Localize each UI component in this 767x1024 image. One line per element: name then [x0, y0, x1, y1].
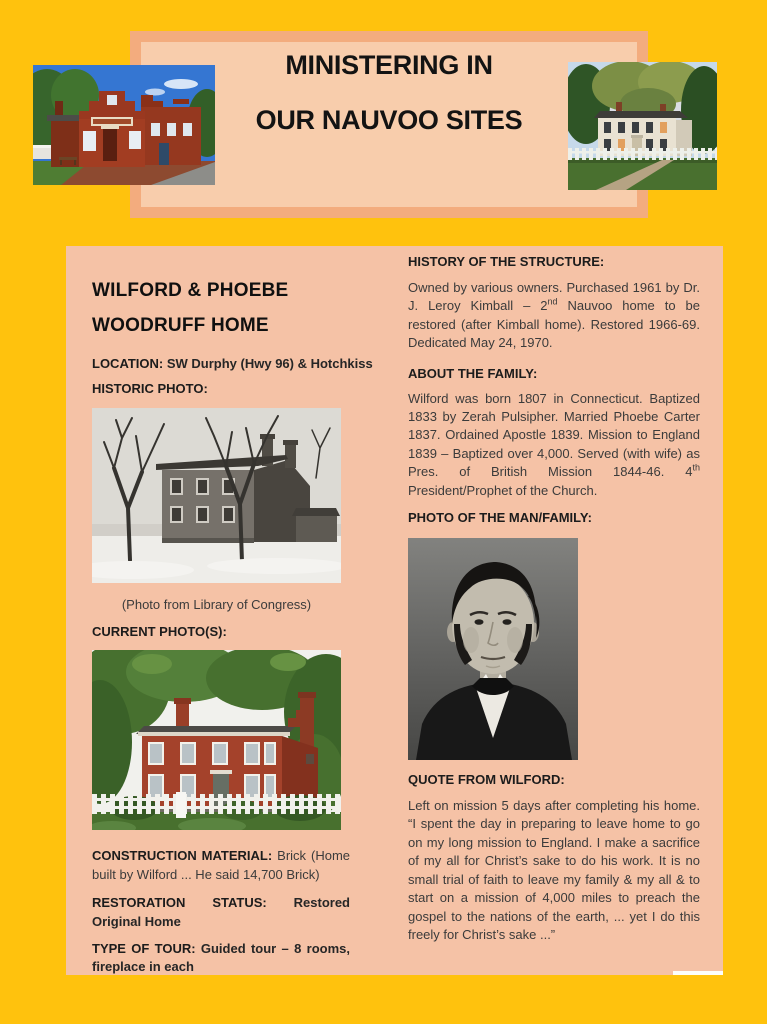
portrait-illustration	[408, 538, 578, 760]
quote-paragraph: Left on mission 5 days after completing his home. “I spent the day in preparing to leave home to go on my long mission to England. I make a sacrifice of my all for Christ’s sake to do his work. It is no small trial of faith to leave my family & my all & to start on a mission of 4,000 miles to preach the gospel to the nations of the earth, ... yet I do this freely for Christ’s sake ...”	[408, 798, 700, 942]
history-heading: HISTORY OF THE STRUCTURE:	[408, 254, 605, 269]
portrait-photo	[408, 538, 578, 760]
location-value: SW Durphy (Hwy 96) & Hotchkiss	[163, 356, 373, 371]
history-text-1: Owned by various owners. Purchased 1961 by Dr. J. Leroy Kimball – 2	[408, 280, 700, 314]
family-text-2: President/Prophet of the Church.	[408, 482, 598, 498]
horizontal-scrollbar[interactable]	[673, 971, 723, 975]
historic-photo-label: HISTORIC PHOTO:	[92, 381, 208, 397]
construction-line	[92, 847, 350, 884]
current-photo-label: CURRENT PHOTO(S):	[92, 624, 227, 640]
construction-value: Brick (Home built by Wilford ... He said 14,700 Brick)	[92, 848, 350, 882]
historic-photo	[92, 408, 341, 583]
current-photo-illustration	[92, 650, 341, 830]
photo-print-shop	[33, 65, 215, 185]
restoration-line	[92, 894, 350, 931]
construction-label: CONSTRUCTION MATERIAL:	[92, 848, 273, 864]
family-paragraph	[408, 390, 700, 500]
right-column	[408, 246, 700, 944]
historic-photo-illustration	[92, 408, 341, 583]
history-superscript: nd	[547, 297, 558, 308]
photo-white-house	[568, 62, 717, 190]
location-line	[92, 355, 373, 373]
left-column	[92, 246, 373, 977]
family-text-1: Wilford was born 1807 in Connecticut. Baptized 1833 by Zerah Pulsipher. Married Phoebe Carter 1837. Ordained Apostle 1839. Mission to England 1839 – Baptized over 4,000. Served (with wife) as Pres. of British Mission 1844-46. 4	[408, 390, 700, 480]
tour-label: TYPE OF TOUR:	[92, 941, 196, 957]
family-heading: ABOUT THE FAMILY:	[408, 365, 538, 381]
history-paragraph	[408, 279, 700, 353]
family-superscript: th	[692, 462, 700, 473]
historic-photo-caption: (Photo from Library of Congress)	[121, 597, 312, 613]
header-title-line2: OUR NAUVOO SITES	[255, 105, 523, 135]
current-photo	[92, 650, 341, 830]
print-shop-illustration	[33, 65, 215, 185]
header-banner-inner	[141, 42, 637, 207]
white-house-illustration	[568, 62, 717, 190]
home-title-line1: WILFORD & PHOEBE	[92, 280, 289, 301]
restoration-label: RESTORATION STATUS:	[92, 895, 267, 911]
home-title-line2: WOODRUFF HOME	[92, 315, 269, 336]
quote-heading: QUOTE FROM WILFORD:	[408, 772, 565, 788]
location-label: LOCATION:	[92, 356, 164, 371]
content-panel	[66, 246, 723, 975]
restoration-value: Restored Original Home	[92, 895, 350, 929]
tour-value: Guided tour – 8 rooms, fireplace in each	[92, 941, 350, 975]
tour-line	[92, 940, 350, 977]
portrait-heading: PHOTO OF THE MAN/FAMILY:	[408, 510, 592, 526]
header-title-line1: MINISTERING IN	[285, 50, 493, 80]
history-text-2: Nauvoo home to be restored (after Kimball home). Restored 1966-69. Dedicated May 24, 1970.	[408, 298, 700, 351]
